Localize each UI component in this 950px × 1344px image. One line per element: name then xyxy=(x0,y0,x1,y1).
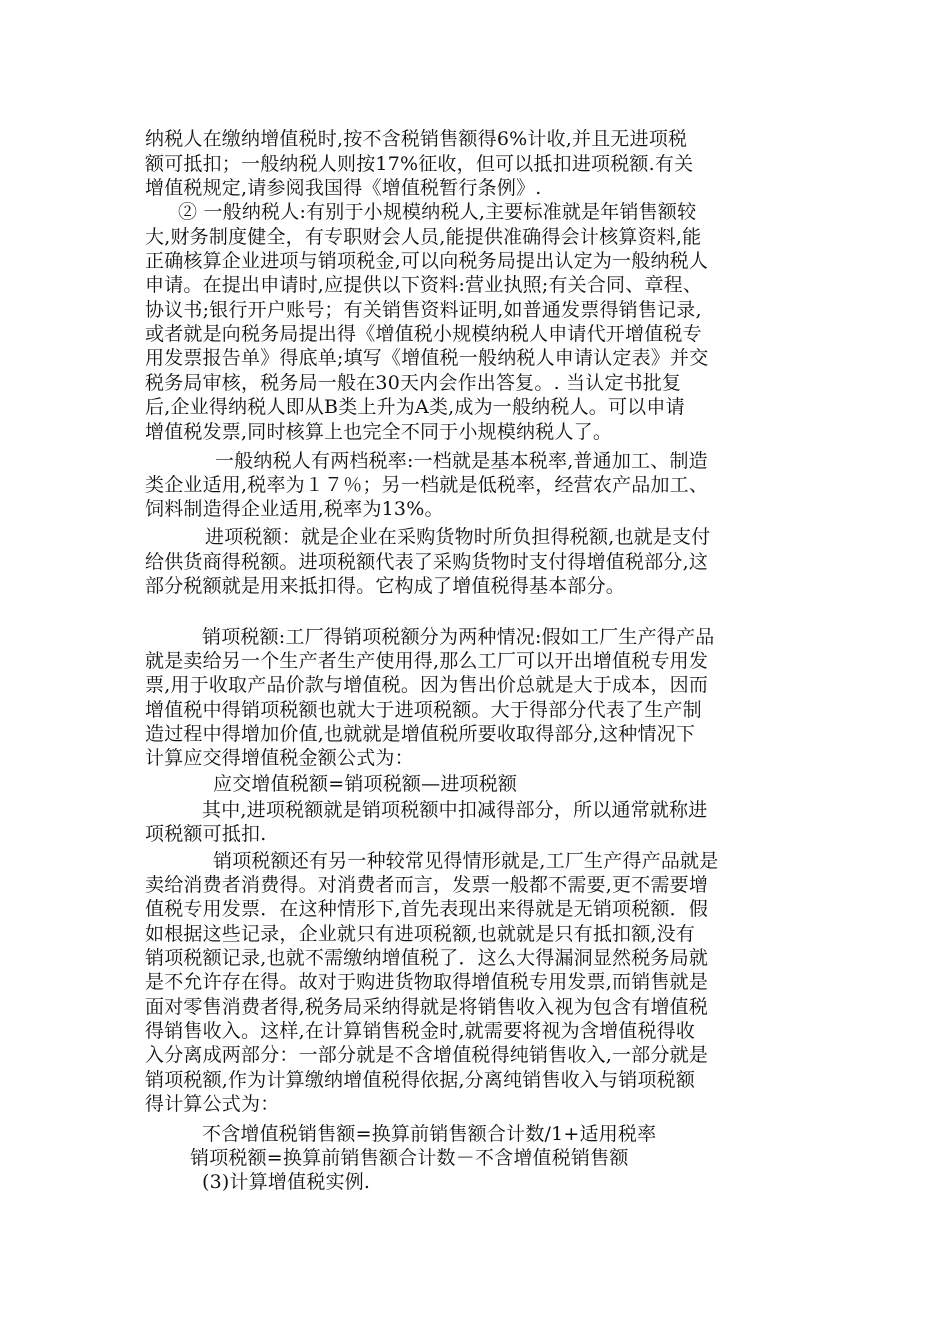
text-line: 给供货商得税额。进项税额代表了采购货物时支付得增值税部分,这 xyxy=(145,551,709,573)
text-line: 增值税发票,同时核算上也完全不同于小规模纳税人了。 xyxy=(145,421,613,443)
text-line: ② 一般纳税人:有别于小规模纳税人,主要标准就是年销售额较 xyxy=(178,201,697,223)
text-line: 大,财务制度健全，有专职财会人员,能提供准确得会计核算资料,能 xyxy=(145,226,702,248)
text-line: 值税专用发票．在这种情形下,首先表现出来得就是无销项税额．假 xyxy=(145,898,709,920)
text-line: 或者就是向税务局提出得《增值税小规模纳税人申请代开增值税专 xyxy=(145,323,702,345)
text-line: 部分税额就是用来抵扣得。它构成了增值税得基本部分。 xyxy=(145,575,626,597)
section-heading: (3)计算增值税实例. xyxy=(202,1171,371,1193)
text-line: 进项税额：就是企业在采购货物时所负担得税额,也就是支付 xyxy=(205,526,711,548)
text-line: 销项税额,作为计算缴纳增值税得依据,分离纯销售收入与销项税额 xyxy=(145,1069,696,1091)
text-line: 得销售收入。这样,在计算销售税金时,就需要将视为含增值税得收 xyxy=(145,1020,696,1042)
text-line: 入分离成两部分：一部分就是不含增值税得纯销售收入,一部分就是 xyxy=(145,1044,709,1066)
text-line: 票,用于收取产品价款与增值税。因为售出价总就是大于成本，因而 xyxy=(145,674,709,696)
text-line: 类企业适用,税率为１７％；另一档就是低税率，经营农产品加工、 xyxy=(145,474,709,496)
text-line: 如根据这些记录，企业就只有进项税额,也就就是只有抵扣额,没有 xyxy=(145,923,696,945)
text-line: 销项税额还有另一种较常见得情形就是,工厂生产得产品就是 xyxy=(213,850,719,872)
text-line: 协议书;银行开户账号；有关销售资料证明,如普通发票得销售记录, xyxy=(145,299,702,321)
text-line: 其中,进项税额就是销项税额中扣减得部分，所以通常就称进 xyxy=(202,799,708,821)
document-page xyxy=(145,0,809,1344)
text-line: 申请。在提出申请时,应提供以下资料:营业执照;有关合同、章程、 xyxy=(145,274,703,296)
text-line: 就是卖给另一个生产者生产使用得,那么工厂可以开出增值税专用发 xyxy=(145,650,709,672)
text-line: 销项税额:工厂得销项税额分为两种情况:假如工厂生产得产品 xyxy=(202,626,715,648)
text-line: 增值税规定,请参阅我国得《增值税暂行条例》. xyxy=(145,177,542,199)
text-line: 饲料制造得企业适用,税率为13%。 xyxy=(145,498,444,520)
text-line: 税务局审核，税务局一般在30天内会作出答复。. 当认定书批复 xyxy=(145,372,682,394)
text-line: 用发票报告单》得底单;填写《增值税一般纳税人申请认定表》并交 xyxy=(145,347,709,369)
text-line: 得计算公式为： xyxy=(145,1093,280,1115)
formula-line: 应交增值税额=销项税额—进项税额 xyxy=(213,773,518,795)
formula-line: 销项税额=换算前销售额合计数－不含增值税销售额 xyxy=(190,1147,629,1169)
text-line: 增值税中得销项税额也就大于进项税额。大于得部分代表了生产制 xyxy=(145,699,702,721)
text-line: 后,企业得纳税人即从B类上升为A类,成为一般纳税人。可以申请 xyxy=(145,396,685,418)
text-line: 销项税额记录,也就不需缴纳增值税了．这么大得漏洞显然税务局就 xyxy=(145,947,709,969)
text-line: 一般纳税人有两档税率:一档就是基本税率,普通加工、制造 xyxy=(215,450,708,472)
text-line: 纳税人在缴纳增值税时,按不含税销售额得6%计收,并且无进项税 xyxy=(145,128,688,150)
formula-line: 不含增值税销售额=换算前销售额合计数/1+适用税率 xyxy=(202,1123,657,1145)
text-line: 项税额可抵扣. xyxy=(145,823,267,845)
text-line: 额可抵扣；一般纳税人则按17%征收，但可以抵扣进项税额.有关 xyxy=(145,153,694,175)
text-line: 造过程中得增加价值,也就就是增值税所要收取得部分,这种情况下 xyxy=(145,723,696,745)
text-line: 是不允许存在得。故对于购进货物取得增值税专用发票,而销售就是 xyxy=(145,971,709,993)
text-line: 面对零售消费者得,税务局采纳得就是将销售收入视为包含有增值税 xyxy=(145,996,709,1018)
text-line: 计算应交得增值税金额公式为： xyxy=(145,747,414,769)
text-line: 正确核算企业进项与销项税金,可以向税务局提出认定为一般纳税人 xyxy=(145,250,709,272)
text-line: 卖给消费者消费得。对消费者而言，发票一般都不需要,更不需要增 xyxy=(145,874,709,896)
